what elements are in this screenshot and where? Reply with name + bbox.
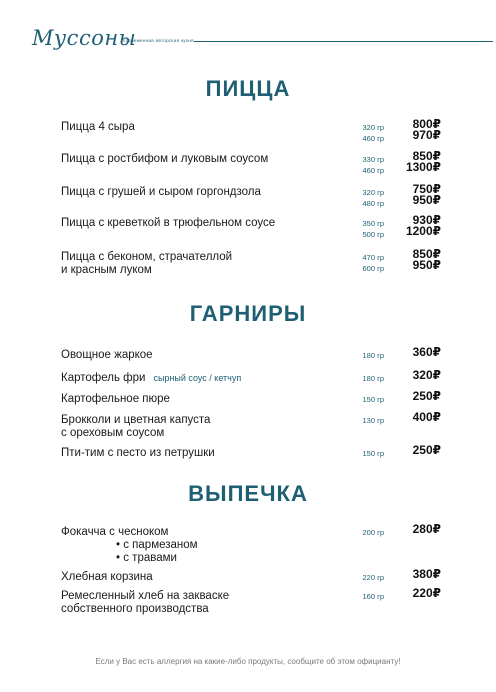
menu-item-weight: 180 гр — [362, 351, 384, 360]
allergy-notice: Если у Вас есть аллергия на какие-либо продукты, сообщите об этом официанту! — [95, 657, 401, 666]
menu-item-prices — [413, 588, 441, 599]
menu-item — [61, 213, 441, 239]
menu-item-weight: 500 гр — [362, 230, 384, 239]
menu-item-prices — [413, 569, 441, 580]
menu-item-prices — [406, 215, 441, 237]
menu-item-price: 950₽ — [412, 193, 441, 207]
menu-item-weight: 130 гр — [362, 416, 384, 425]
menu-item-name-line: Пицца 4 сыра — [61, 121, 135, 133]
menu-item-name — [61, 522, 441, 565]
menu-item-option: • с пармезаном — [116, 539, 441, 552]
menu-item-name — [61, 213, 441, 230]
menu-item-prices — [413, 347, 441, 358]
menu-item-weight: 460 гр — [362, 134, 384, 143]
menu-item-name-line: Ремесленный хлеб на закваске — [61, 590, 230, 602]
menu-item-price: 800₽ — [412, 117, 441, 131]
menu-item-weight: 330 гр — [362, 155, 384, 164]
menu-item — [61, 182, 441, 208]
menu-item-weights — [362, 187, 384, 209]
menu-item-name — [61, 368, 441, 385]
menu-item-price: 380₽ — [412, 567, 441, 581]
menu-item-weights — [362, 572, 384, 583]
menu-item-name-line: Картофель фри сырный соус / кетчуп — [61, 372, 242, 384]
menu-item-name — [61, 345, 441, 362]
menu-item-price: 950₽ — [412, 258, 441, 272]
menu-item-weight: 600 гр — [362, 264, 384, 273]
menu-item-name-line: Хлебная корзина — [61, 571, 153, 583]
menu-item-prices — [413, 184, 441, 206]
section-title-bakery: ВЫПЕЧКА — [188, 481, 308, 506]
menu-item-weight: 470 гр — [362, 253, 384, 262]
menu-item-price: 280₽ — [412, 522, 441, 536]
menu-item-price: 220₽ — [412, 586, 441, 600]
menu-item-weights — [362, 394, 384, 405]
menu-item-prices — [413, 391, 441, 402]
menu-item-name — [61, 567, 441, 584]
menu-item-name — [61, 182, 441, 199]
menu-item-price: 1200₽ — [405, 224, 441, 238]
menu-item-note: сырный соус / кетчуп — [153, 373, 242, 383]
menu-item-weights — [362, 122, 384, 144]
menu-item-name-line: Овощное жаркое — [61, 349, 153, 361]
menu-item-name — [61, 389, 441, 406]
menu-item — [61, 567, 441, 584]
menu-item-price: 250₽ — [412, 389, 441, 403]
menu-item-price: 400₽ — [412, 410, 441, 424]
menu-item-price: 850₽ — [412, 149, 441, 163]
menu-item-prices — [413, 119, 441, 141]
menu-item-weight: 150 гр — [362, 395, 384, 404]
menu-item-weight: 160 гр — [362, 592, 384, 601]
menu-header — [32, 26, 472, 50]
menu-item — [61, 117, 441, 143]
menu-item-name-line: собственного производства — [61, 603, 209, 615]
section-title-pizza: ПИЦЦА — [205, 76, 291, 101]
menu-item-weights — [362, 415, 384, 426]
restaurant-tagline: современная авторская кухня — [123, 38, 194, 43]
header-divider — [194, 41, 493, 42]
menu-item-weights — [362, 350, 384, 361]
menu-item — [61, 149, 441, 175]
menu-item-weight: 180 гр — [362, 374, 384, 383]
menu-item-name — [61, 247, 441, 277]
menu-item — [61, 345, 441, 362]
menu-item-prices — [413, 524, 441, 535]
menu-item-weight: 220 гр — [362, 573, 384, 582]
menu-item — [61, 443, 441, 460]
menu-item-weights — [362, 252, 384, 274]
menu-item-weights — [362, 591, 384, 602]
menu-item-name-line: и красным луком — [61, 264, 152, 276]
menu-item-weights — [362, 218, 384, 240]
menu-item-name — [61, 410, 441, 440]
menu-item-name — [61, 586, 441, 616]
menu-item-name-line: Пицца с креветкой в трюфельном соусе — [61, 217, 276, 229]
menu-item — [61, 522, 441, 565]
menu-item-name-line: Фокачча с чесноком — [61, 526, 169, 538]
menu-item — [61, 410, 441, 440]
menu-item-name-line: Пицца с беконом, страчателлой — [61, 251, 233, 263]
menu-item-name — [61, 149, 441, 166]
menu-item — [61, 389, 441, 406]
menu-item — [61, 586, 441, 616]
menu-item-weights — [362, 154, 384, 176]
menu-item-option: • с травами — [116, 552, 441, 565]
menu-item-weight: 200 гр — [362, 528, 384, 537]
menu-item-price: 360₽ — [412, 345, 441, 359]
menu-item-weight: 320 гр — [362, 188, 384, 197]
menu-item — [61, 247, 441, 277]
restaurant-logo: Муссоны — [32, 26, 137, 50]
menu-item-price: 750₽ — [412, 182, 441, 196]
menu-item-weight: 480 гр — [362, 199, 384, 208]
menu-item — [61, 368, 441, 385]
menu-item-prices — [413, 445, 441, 456]
menu-item-name — [61, 443, 441, 460]
menu-item-weight: 320 гр — [362, 123, 384, 132]
menu-item-name-line: Пицца с ростбифом и луковым соусом — [61, 153, 269, 165]
menu-item-weight: 150 гр — [362, 449, 384, 458]
menu-item-prices — [413, 412, 441, 423]
menu-item-weight: 350 гр — [362, 219, 384, 228]
menu-item-weights — [362, 373, 384, 384]
menu-item-weight: 460 гр — [362, 166, 384, 175]
section-title-garnish: ГАРНИРЫ — [189, 301, 307, 326]
menu-item-price: 250₽ — [412, 443, 441, 457]
menu-item-name-line: Пицца с грушей и сыром горгондзола — [61, 186, 261, 198]
menu-item-name-line: Брокколи и цветная капуста — [61, 414, 211, 426]
menu-item-price: 850₽ — [412, 247, 441, 261]
menu-item-price: 930₽ — [412, 213, 441, 227]
menu-item-price: 1300₽ — [405, 160, 441, 174]
menu-item-prices — [406, 151, 441, 173]
menu-item-name-line: с ореховым соусом — [61, 427, 165, 439]
menu-item-price: 320₽ — [412, 368, 441, 382]
menu-item-prices — [413, 370, 441, 381]
menu-item-price: 970₽ — [412, 128, 441, 142]
menu-item-weights — [362, 448, 384, 459]
menu-item-name-line: Картофельное пюре — [61, 393, 170, 405]
menu-item-name — [61, 117, 441, 134]
menu-item-weights — [362, 527, 384, 538]
menu-item-prices — [413, 249, 441, 271]
menu-item-name-line: Пти-тим с песто из петрушки — [61, 447, 215, 459]
